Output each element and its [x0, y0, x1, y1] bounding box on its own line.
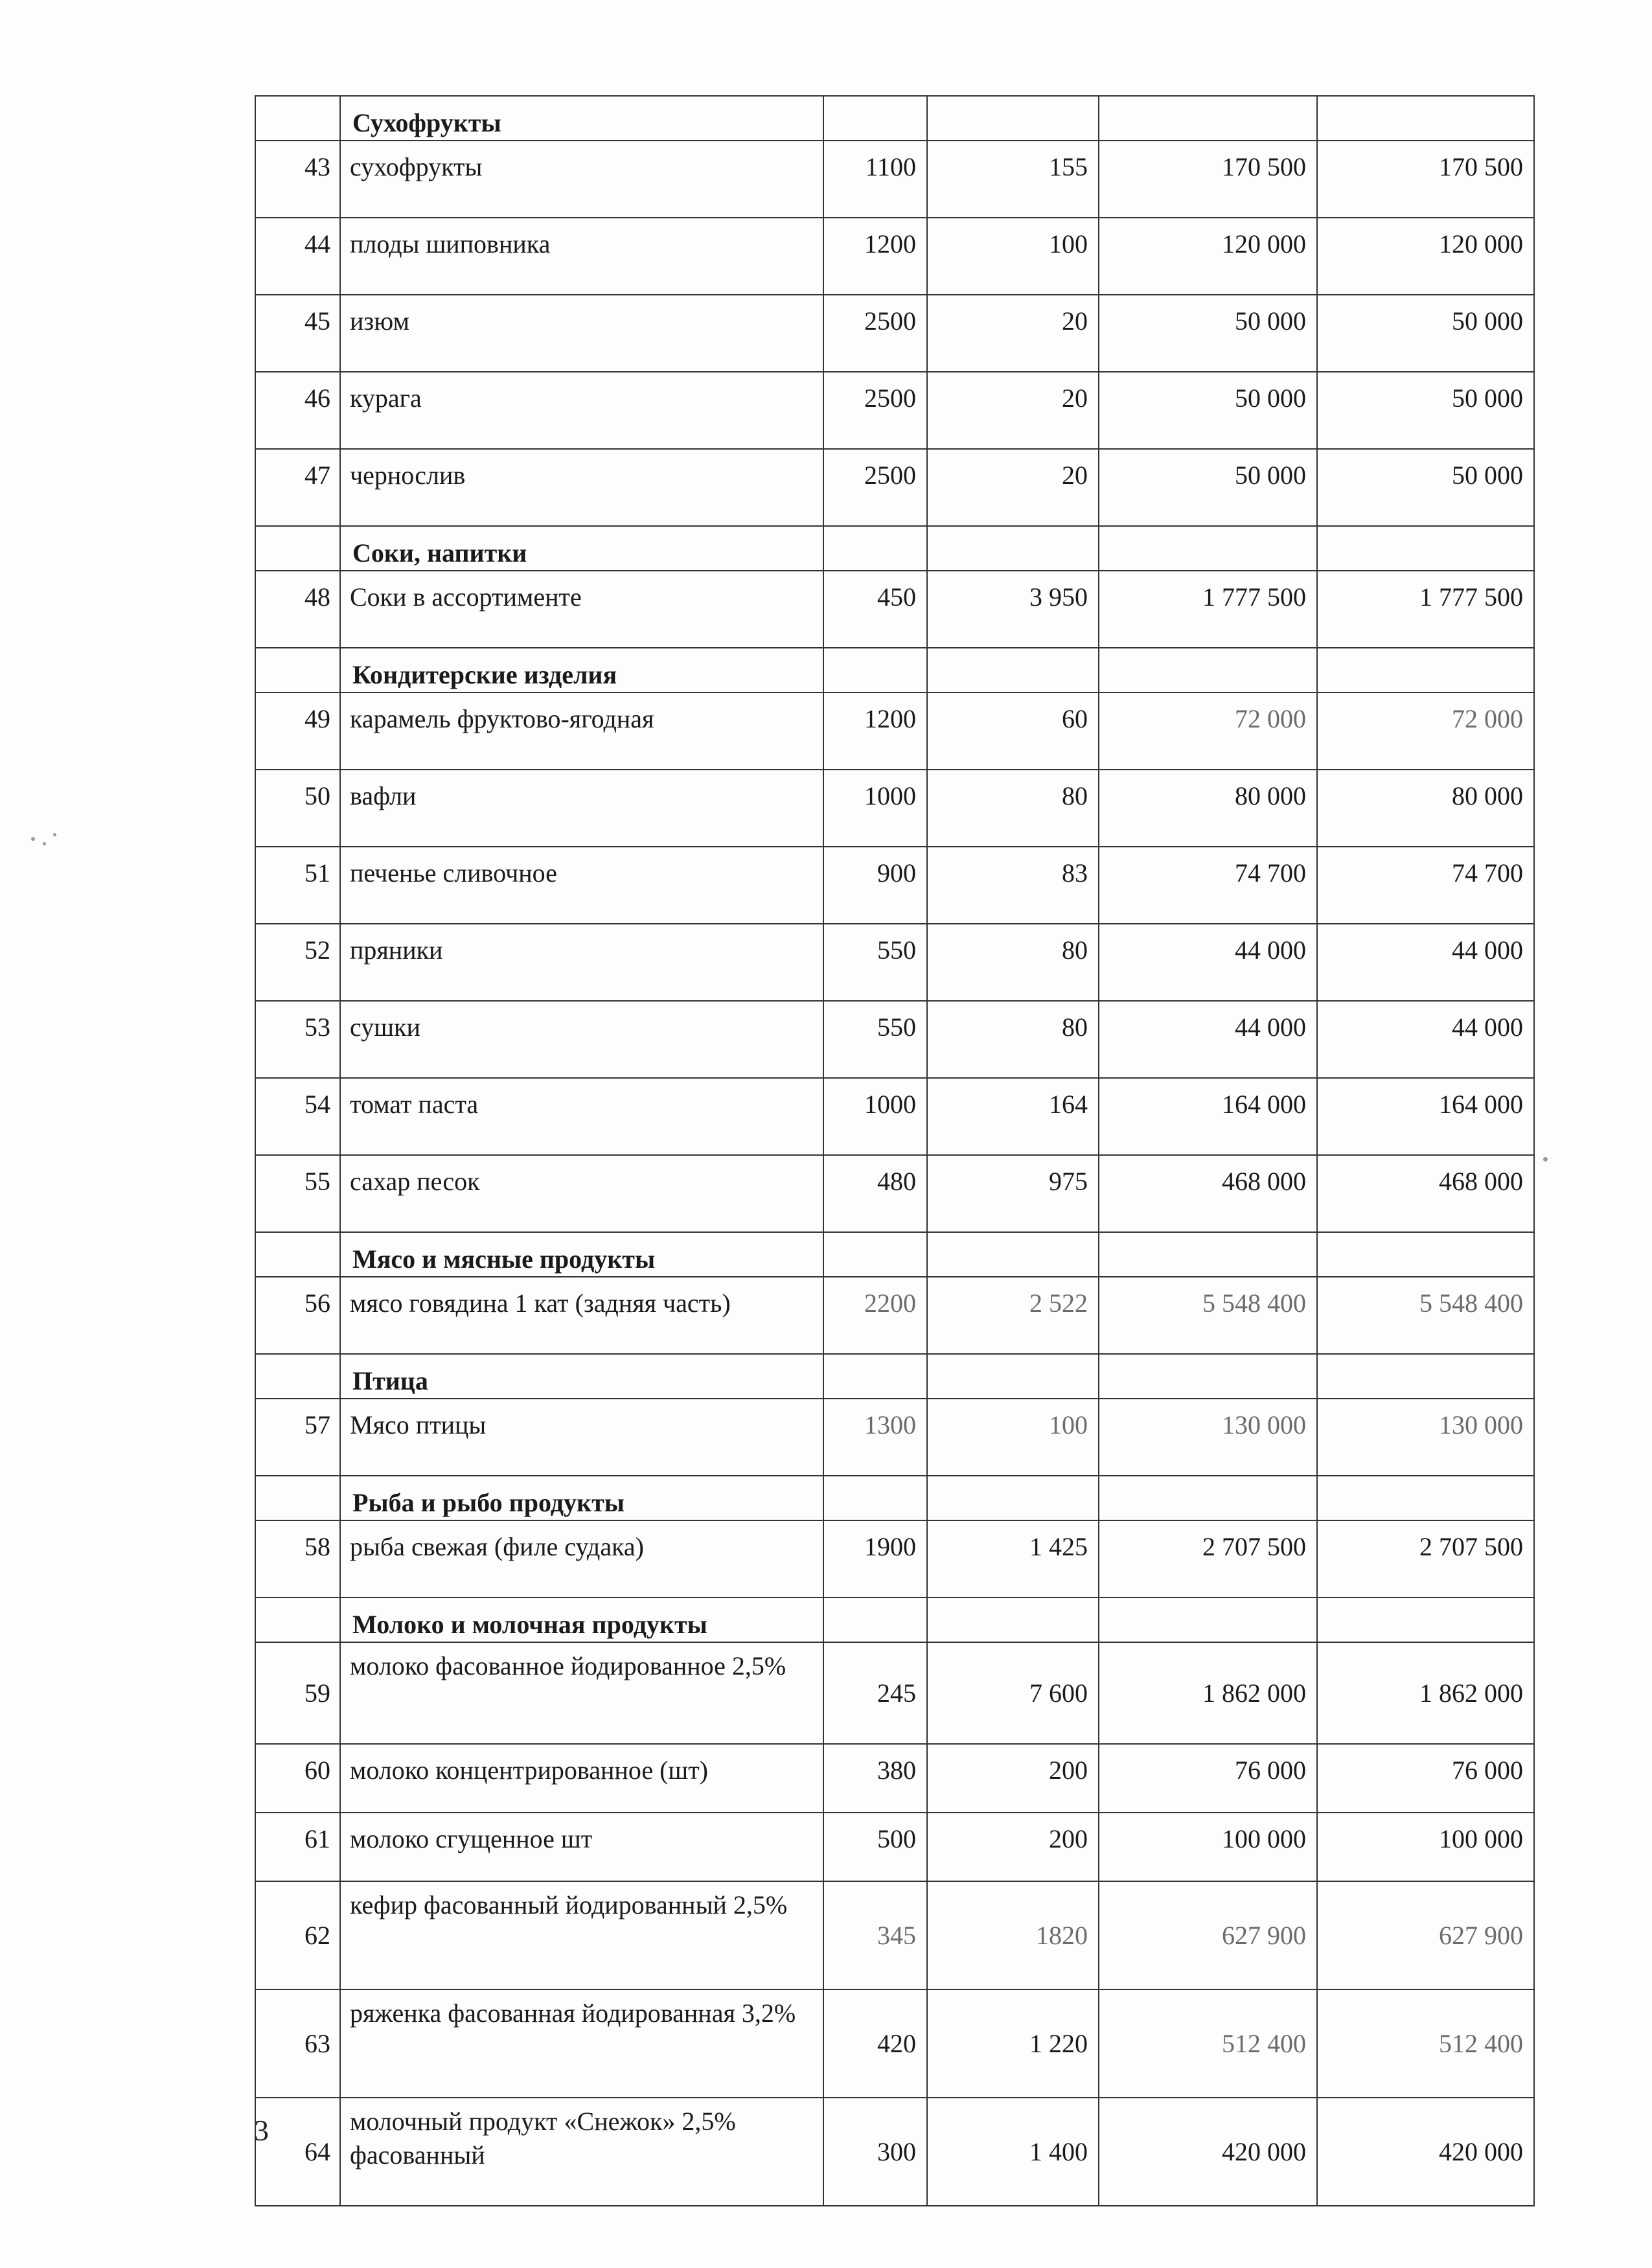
table-row: [255, 1744, 1534, 1813]
unit-price: 1000: [823, 1078, 927, 1155]
scan-speck: [53, 833, 56, 836]
total: 170 500: [1317, 141, 1534, 218]
unit-price: 1200: [823, 693, 927, 770]
sum: 76 000: [1099, 1744, 1317, 1813]
sum: 1 777 500: [1099, 571, 1317, 648]
product-name: карамель фруктово-ягодная: [340, 693, 823, 770]
row-number: 63: [255, 1989, 340, 2098]
unit-price: 2500: [823, 372, 927, 449]
table-row: [255, 847, 1534, 924]
quantity: 1 425: [927, 1520, 1099, 1598]
unit-price: 300: [823, 2098, 927, 2206]
section-header-row: [255, 526, 1534, 571]
unit-price: 550: [823, 924, 927, 1001]
total: 120 000: [1317, 218, 1534, 295]
row-number: 50: [255, 770, 340, 847]
section-header-row: [255, 1354, 1534, 1399]
table-row: [255, 141, 1534, 218]
section-title: Кондитерские изделия: [340, 648, 823, 693]
sum: 44 000: [1099, 1001, 1317, 1078]
sum: 80 000: [1099, 770, 1317, 847]
product-name: кефир фасованный йодированный 2,5%: [340, 1881, 823, 1989]
table-row: [255, 1642, 1534, 1744]
quantity: 100: [927, 218, 1099, 295]
sum: 100 000: [1099, 1813, 1317, 1881]
sum: 120 000: [1099, 218, 1317, 295]
row-number: 55: [255, 1155, 340, 1232]
quantity: 1 400: [927, 2098, 1099, 2206]
quantity: 1 220: [927, 1989, 1099, 2098]
row-number: 51: [255, 847, 340, 924]
unit-price: 420: [823, 1989, 927, 2098]
quantity: 1820: [927, 1881, 1099, 1989]
total: 468 000: [1317, 1155, 1534, 1232]
total: 76 000: [1317, 1744, 1534, 1813]
table-row: [255, 1155, 1534, 1232]
row-number: 62: [255, 1881, 340, 1989]
product-name: мясо говядина 1 кат (задняя часть): [340, 1277, 823, 1354]
product-name: сухофрукты: [340, 141, 823, 218]
section-title: Рыба и рыбо продукты: [340, 1476, 823, 1520]
page-number: 3: [254, 2114, 269, 2147]
total: 420 000: [1317, 2098, 1534, 2206]
sum: 420 000: [1099, 2098, 1317, 2206]
row-number: 47: [255, 449, 340, 526]
quantity: 60: [927, 693, 1099, 770]
unit-price: 2200: [823, 1277, 927, 1354]
row-number: 58: [255, 1520, 340, 1598]
quantity: 200: [927, 1813, 1099, 1881]
product-name: томат паста: [340, 1078, 823, 1155]
quantity: 155: [927, 141, 1099, 218]
table-row: [255, 1881, 1534, 1989]
quantity: 7 600: [927, 1642, 1099, 1744]
quantity: 100: [927, 1399, 1099, 1476]
unit-price: 450: [823, 571, 927, 648]
quantity: 20: [927, 449, 1099, 526]
total: 50 000: [1317, 295, 1534, 372]
table-row: [255, 295, 1534, 372]
sum: 74 700: [1099, 847, 1317, 924]
total: 627 900: [1317, 1881, 1534, 1989]
product-name: молоко сгущенное шт: [340, 1813, 823, 1881]
price-table: [255, 95, 1535, 2206]
quantity: 3 950: [927, 571, 1099, 648]
row-number: 52: [255, 924, 340, 1001]
product-name: Мясо птицы: [340, 1399, 823, 1476]
product-name: плоды шиповника: [340, 218, 823, 295]
section-title: Мясо и мясные продукты: [340, 1232, 823, 1277]
sum: 468 000: [1099, 1155, 1317, 1232]
total: 1 777 500: [1317, 571, 1534, 648]
unit-price: 1300: [823, 1399, 927, 1476]
quantity: 975: [927, 1155, 1099, 1232]
product-name: молочный продукт «Снежок» 2,5% фасованный: [340, 2098, 823, 2206]
section-title: Соки, напитки: [340, 526, 823, 571]
product-name: изюм: [340, 295, 823, 372]
total: 44 000: [1317, 1001, 1534, 1078]
row-number: 43: [255, 141, 340, 218]
unit-price: 500: [823, 1813, 927, 1881]
table-row: [255, 1989, 1534, 2098]
scan-speck: [43, 842, 46, 845]
unit-price: 1200: [823, 218, 927, 295]
sum: 170 500: [1099, 141, 1317, 218]
section-header-row: [255, 96, 1534, 141]
unit-price: 480: [823, 1155, 927, 1232]
table-row: [255, 1078, 1534, 1155]
unit-price: 1900: [823, 1520, 927, 1598]
scan-speck: [1543, 1157, 1548, 1162]
product-name: сахар песок: [340, 1155, 823, 1232]
product-name: чернослив: [340, 449, 823, 526]
total: 164 000: [1317, 1078, 1534, 1155]
row-number: 61: [255, 1813, 340, 1881]
quantity: 200: [927, 1744, 1099, 1813]
product-name: печенье сливочное: [340, 847, 823, 924]
section-title: Сухофрукты: [340, 96, 823, 141]
sum: 50 000: [1099, 295, 1317, 372]
table-row: [255, 1001, 1534, 1078]
quantity: 80: [927, 924, 1099, 1001]
sum: 130 000: [1099, 1399, 1317, 1476]
row-number: 48: [255, 571, 340, 648]
total: 130 000: [1317, 1399, 1534, 1476]
total: 1 862 000: [1317, 1642, 1534, 1744]
product-name: ряженка фасованная йодированная 3,2%: [340, 1989, 823, 2098]
sum: 72 000: [1099, 693, 1317, 770]
product-name: сушки: [340, 1001, 823, 1078]
total: 2 707 500: [1317, 1520, 1534, 1598]
table-row: [255, 1813, 1534, 1881]
total: 72 000: [1317, 693, 1534, 770]
section-title: Птица: [340, 1354, 823, 1399]
total: 80 000: [1317, 770, 1534, 847]
table-row: [255, 1399, 1534, 1476]
sum: 1 862 000: [1099, 1642, 1317, 1744]
table-row: [255, 1277, 1534, 1354]
sum: 2 707 500: [1099, 1520, 1317, 1598]
sum: 164 000: [1099, 1078, 1317, 1155]
table-row: [255, 924, 1534, 1001]
product-name: молоко фасованное йодированное 2,5%: [340, 1642, 823, 1744]
row-number: 64: [255, 2098, 340, 2206]
row-number: 45: [255, 295, 340, 372]
product-name: вафли: [340, 770, 823, 847]
product-name: пряники: [340, 924, 823, 1001]
unit-price: 2500: [823, 449, 927, 526]
sum: 5 548 400: [1099, 1277, 1317, 1354]
total: 100 000: [1317, 1813, 1534, 1881]
row-number: 56: [255, 1277, 340, 1354]
quantity: 80: [927, 770, 1099, 847]
row-number: 44: [255, 218, 340, 295]
row-number: 59: [255, 1642, 340, 1744]
unit-price: 900: [823, 847, 927, 924]
quantity: 80: [927, 1001, 1099, 1078]
table-row: [255, 218, 1534, 295]
section-number-cell: [255, 96, 340, 141]
sum: 512 400: [1099, 1989, 1317, 2098]
sum: 627 900: [1099, 1881, 1317, 1989]
section-header-row: [255, 1232, 1534, 1277]
total: 50 000: [1317, 449, 1534, 526]
product-name: рыба свежая (филе судака): [340, 1520, 823, 1598]
section-header-row: [255, 1476, 1534, 1520]
section-header-row: [255, 1598, 1534, 1642]
sum: 50 000: [1099, 449, 1317, 526]
quantity: 20: [927, 372, 1099, 449]
total: 74 700: [1317, 847, 1534, 924]
row-number: 60: [255, 1744, 340, 1813]
table-row: [255, 2098, 1534, 2206]
quantity: 20: [927, 295, 1099, 372]
product-name: курага: [340, 372, 823, 449]
table-row: [255, 449, 1534, 526]
quantity: 2 522: [927, 1277, 1099, 1354]
quantity: 164: [927, 1078, 1099, 1155]
unit-price: 1000: [823, 770, 927, 847]
total: 512 400: [1317, 1989, 1534, 2098]
section-title: Молоко и молочная продукты: [340, 1598, 823, 1642]
total: 5 548 400: [1317, 1277, 1534, 1354]
sum: 50 000: [1099, 372, 1317, 449]
table-row: [255, 372, 1534, 449]
unit-price: 2500: [823, 295, 927, 372]
unit-price: 550: [823, 1001, 927, 1078]
table-row: [255, 693, 1534, 770]
row-number: 57: [255, 1399, 340, 1476]
unit-price: 1100: [823, 141, 927, 218]
total: 44 000: [1317, 924, 1534, 1001]
scan-speck: [31, 837, 35, 841]
row-number: 49: [255, 693, 340, 770]
row-number: 53: [255, 1001, 340, 1078]
unit-price: 345: [823, 1881, 927, 1989]
unit-price: 380: [823, 1744, 927, 1813]
table-row: [255, 571, 1534, 648]
quantity: 83: [927, 847, 1099, 924]
product-name: Соки в ассортименте: [340, 571, 823, 648]
row-number: 54: [255, 1078, 340, 1155]
total: 50 000: [1317, 372, 1534, 449]
table-row: [255, 1520, 1534, 1598]
product-name: молоко концентрированное (шт): [340, 1744, 823, 1813]
unit-price: 245: [823, 1642, 927, 1744]
sum: 44 000: [1099, 924, 1317, 1001]
row-number: 46: [255, 372, 340, 449]
section-header-row: [255, 648, 1534, 693]
table-row: [255, 770, 1534, 847]
